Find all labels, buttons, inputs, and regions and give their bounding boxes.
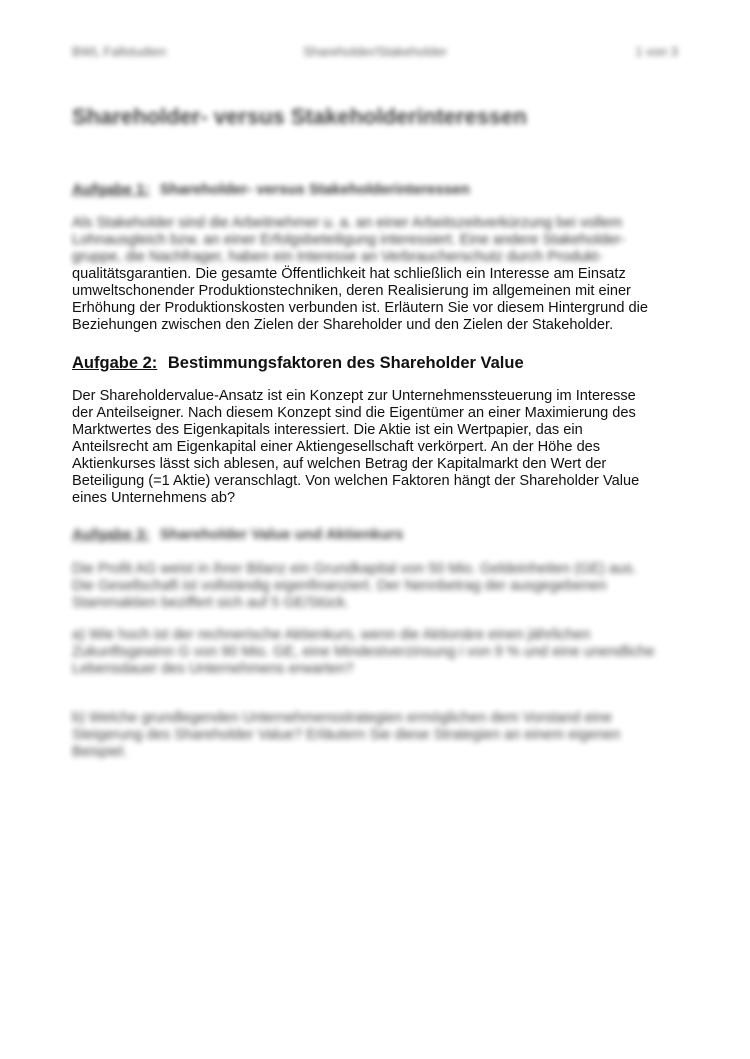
header-page-number: 1 von 3 [635, 44, 678, 59]
task1-line: Beziehungen zwischen den Zielen der Shareholder und den Zielen der Stakeholder. [72, 317, 614, 333]
task2-label: Aufgabe 2: [72, 354, 158, 372]
task1-blurred-line: Als Stakeholder sind die Arbeitnehmer u. a. an einer Arbeitszeitverkürzung bei vollem [72, 215, 622, 231]
header-course: BWL Fallstudien [72, 44, 167, 59]
task3-heading [72, 526, 403, 543]
task3-label: Aufgabe 3: [72, 526, 150, 543]
header-topic: Shareholder/Stakeholder [303, 44, 447, 59]
task2-line: Beteiligung (=1 Aktie) veranschlagt. Von welchen Faktoren hängt der Shareholder Value [72, 473, 640, 489]
task3-intro-line: Stammaktien beziffert sich auf 5 GE/Stück. [72, 595, 350, 611]
task3-intro [72, 561, 692, 612]
task3-question-b [72, 710, 692, 761]
task3-b-line: b) Welche grundlegenden Unternehmensstrategien ermöglichen dem Vorstand eine [72, 710, 613, 726]
task3-intro-line: Die Gesellschaft ist vollständig eigenfinanziert. Der Nennbetrag der ausgegebenen [72, 578, 607, 594]
task2-line: Der Shareholdervalue-Ansatz ist ein Konzept zur Unternehmenssteuerung im Interesse [72, 388, 636, 404]
task2-title: Bestimmungsfaktoren des Shareholder Value [167, 354, 524, 372]
task2-heading [72, 354, 524, 373]
task1-blurred-line: gruppe, die Nachfrager, haben ein Interesse an Verbraucherschutz durch Produkt- [72, 249, 603, 265]
task1-blurred-line: Lohnausgleich bzw. an einer Erfolgsbeteiligung interessiert. Eine andere Stakeholder- [72, 232, 626, 248]
task2-line: Aktienkurses lässt sich ablesen, auf welchen Betrag der Kapitalmarkt den Wert der [72, 456, 607, 472]
task2-line: Anteilsrecht am Eigenkapital einer Aktiengesellschaft verkörpert. An der Höhe des [72, 439, 601, 455]
task2-line: eines Unternehmens ab? [72, 490, 236, 506]
task3-intro-line: Die Profit AG weist in ihrer Bilanz ein Grundkapital von 50 Mio. Geldeinheiten (GE) aus. [72, 561, 637, 577]
task1-line: Erhöhung der Produktionskosten verbunden ist. Erläutern Sie vor diesem Hintergrund die [72, 300, 648, 316]
task1-title: Shareholder- versus Stakeholderinteressen [159, 181, 470, 198]
task3-b-line: Steigerung des Shareholder Value? Erläutern Sie diese Strategien an einem eigenen [72, 727, 621, 743]
task3-title: Shareholder Value und Aktienkurs [159, 526, 404, 543]
task3-question-a [72, 627, 692, 678]
task1-line: umweltschonender Produktionstechniken, deren Realisierung im allgemeinen mit einer [72, 283, 631, 299]
task3-a-line: a) Wie hoch ist der rechnerische Aktienkurs, wenn die Aktionäre einen jährlichen [72, 627, 591, 643]
task1-line: qualitätsgarantien. Die gesamte Öffentlichkeit hat schließlich ein Interesse am Einsatz [72, 266, 626, 282]
task1-heading [72, 181, 470, 198]
document-title: Shareholder- versus Stakeholderinteressen [72, 104, 527, 129]
task3-b-line: Beispiel. [72, 744, 128, 760]
task3-a-line: Lebensdauer des Unternehmens erwarten? [72, 661, 354, 677]
task3-a-line: Zukunftsgewinn G von 90 Mio. GE, eine Mindestverzinsung i von 9 % und eine unendliche [72, 644, 655, 660]
task2-text [72, 388, 692, 507]
task1-text [72, 215, 692, 334]
task2-line: der Anteilseigner. Nach diesem Konzept sind die Eigentümer an einer Maximierung des [72, 405, 636, 421]
task2-line: Marktwertes des Eigenkapitals interessiert. Die Aktie ist ein Wertpapier, das ein [72, 422, 583, 438]
task1-label: Aufgabe 1: [72, 181, 150, 198]
